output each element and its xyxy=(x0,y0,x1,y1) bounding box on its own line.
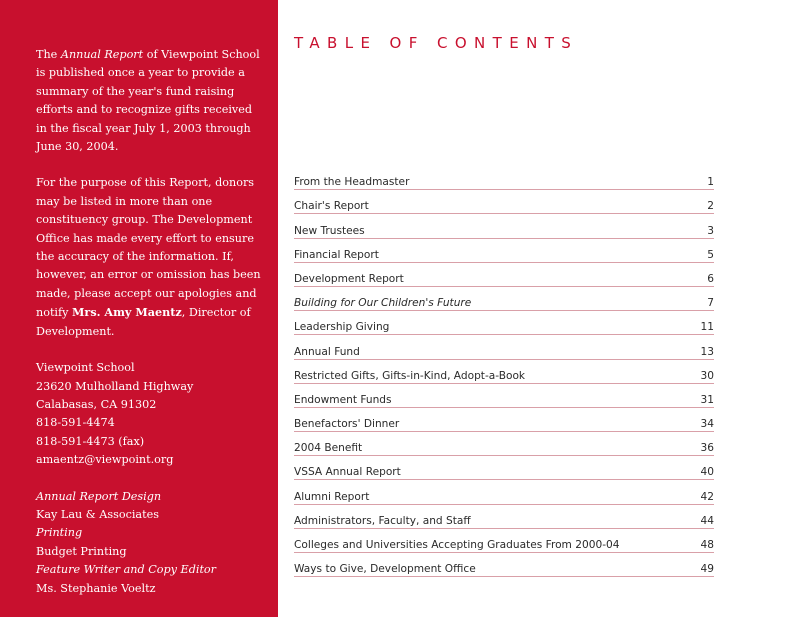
writer-credit-label: Feature Writer and Copy Editor xyxy=(36,563,217,577)
toc-entry-title: Alumni Report xyxy=(294,490,370,503)
toc-entry-page-number: 6 xyxy=(707,272,714,285)
toc-entry-page-number: 11 xyxy=(700,321,714,334)
toc-entry-title: Ways to Give, Development Office xyxy=(294,563,476,576)
toc-entry-page-number: 31 xyxy=(700,393,714,406)
toc-entry-title: Chair's Report xyxy=(294,200,369,213)
design-credit-label: Annual Report Design xyxy=(36,489,162,503)
notice-paragraph xyxy=(36,174,266,341)
toc-entry[interactable] xyxy=(294,480,714,504)
toc-entry-page-number: 40 xyxy=(700,466,714,479)
city-state-zip: Calabasas, CA 91302 xyxy=(36,397,157,411)
toc-entry-title: Annual Fund xyxy=(294,345,360,358)
intro-text-end: of Viewpoint School is published once a year to provide a summary of the year's fund raising efforts and to recognize gifts received in the fiscal year July 1, 2003 through June 30, 2004. xyxy=(36,48,260,154)
toc-entry[interactable] xyxy=(294,456,714,480)
toc-entry-title: Benefactors' Dinner xyxy=(294,418,400,431)
toc-entry-page-number: 42 xyxy=(700,490,714,503)
toc-entry-title: Leadership Giving xyxy=(294,321,390,334)
contact-name: Mrs. Amy Maentz xyxy=(72,305,182,320)
toc-entry-title: 2004 Benefit xyxy=(294,442,363,455)
toc-entry-page-number: 49 xyxy=(700,563,714,576)
notice-text-start: For the purpose of this Report, donors may be listed in more than one constituency group. The Development Office has made every effort to ensure the accuracy of the information. If, however, an error or omission has been made, please accept our apologies and notify xyxy=(36,176,261,320)
toc-entry-title: New Trustees xyxy=(294,224,365,237)
intro-report-title: Annual Report xyxy=(60,48,144,61)
toc-entry[interactable] xyxy=(294,239,714,263)
toc-entry[interactable] xyxy=(294,335,714,359)
toc-entry-page-number: 1 xyxy=(707,176,714,189)
toc-entry-page-number: 34 xyxy=(700,418,714,431)
toc-entry[interactable] xyxy=(294,408,714,432)
intro-paragraph xyxy=(36,46,266,156)
toc-entry-title: VSSA Annual Report xyxy=(294,466,401,479)
toc-entry[interactable] xyxy=(294,432,714,456)
toc-entry[interactable] xyxy=(294,190,714,214)
school-name: Viewpoint School xyxy=(36,361,135,375)
toc-entry-page-number: 7 xyxy=(707,297,714,310)
printing-credit-value: Budget Printing xyxy=(36,544,127,558)
toc-heading: TABLE OF CONTENTS xyxy=(294,34,579,52)
toc-entry[interactable] xyxy=(294,214,714,238)
notice-text-end: , Director of Development. xyxy=(36,306,251,338)
email-address: amaentz@viewpoint.org xyxy=(36,453,174,467)
printing-credit-label: Printing xyxy=(36,526,83,540)
toc-entry[interactable] xyxy=(294,553,714,577)
toc-entry[interactable] xyxy=(294,263,714,287)
toc-entry[interactable] xyxy=(294,529,714,553)
design-credit-value: Kay Lau & Associates xyxy=(36,507,159,521)
sidebar-content xyxy=(36,46,266,598)
toc-entry-title: Development Report xyxy=(294,272,404,285)
toc-entry-page-number: 36 xyxy=(700,442,714,455)
toc-entry-title: From the Headmaster xyxy=(294,176,410,189)
toc-entry[interactable] xyxy=(294,384,714,408)
toc-entry-title: Building for Our Children's Future xyxy=(294,297,472,310)
toc-entry-page-number: 13 xyxy=(700,345,714,358)
toc-entry-page-number: 3 xyxy=(707,224,714,237)
toc-entry-title: Financial Report xyxy=(294,248,379,261)
address-block xyxy=(36,359,266,469)
toc-entry-page-number: 2 xyxy=(707,200,714,213)
toc-entry-title: Colleges and Universities Accepting Graduates From 2000-04 xyxy=(294,539,620,551)
intro-text-start: The xyxy=(36,48,61,61)
phone-number: 818-591-4474 xyxy=(36,416,115,430)
toc-entry[interactable] xyxy=(294,505,714,529)
toc-entry-title: Restricted Gifts, Gifts-in-Kind, Adopt-a-Book xyxy=(294,369,526,382)
toc-entry-title: Administrators, Faculty, and Staff xyxy=(294,514,471,527)
street-address: 23620 Mulholland Highway xyxy=(36,379,194,393)
fax-number: 818-591-4473 (fax) xyxy=(36,434,145,448)
credits-block xyxy=(36,488,266,598)
toc-entry[interactable] xyxy=(294,311,714,335)
toc-entry-title: Endowment Funds xyxy=(294,393,392,406)
toc-entry-page-number: 5 xyxy=(707,248,714,261)
writer-credit-value: Ms. Stephanie Voeltz xyxy=(36,581,156,595)
sidebar-panel xyxy=(0,0,278,617)
toc-entry[interactable] xyxy=(294,360,714,384)
toc-entry[interactable] xyxy=(294,287,714,311)
toc-entry-page-number: 44 xyxy=(700,514,714,527)
toc-entry-page-number: 30 xyxy=(700,369,714,382)
toc-entry[interactable] xyxy=(294,166,714,190)
toc-entry-page-number: 48 xyxy=(700,539,714,551)
toc-list xyxy=(294,166,714,577)
